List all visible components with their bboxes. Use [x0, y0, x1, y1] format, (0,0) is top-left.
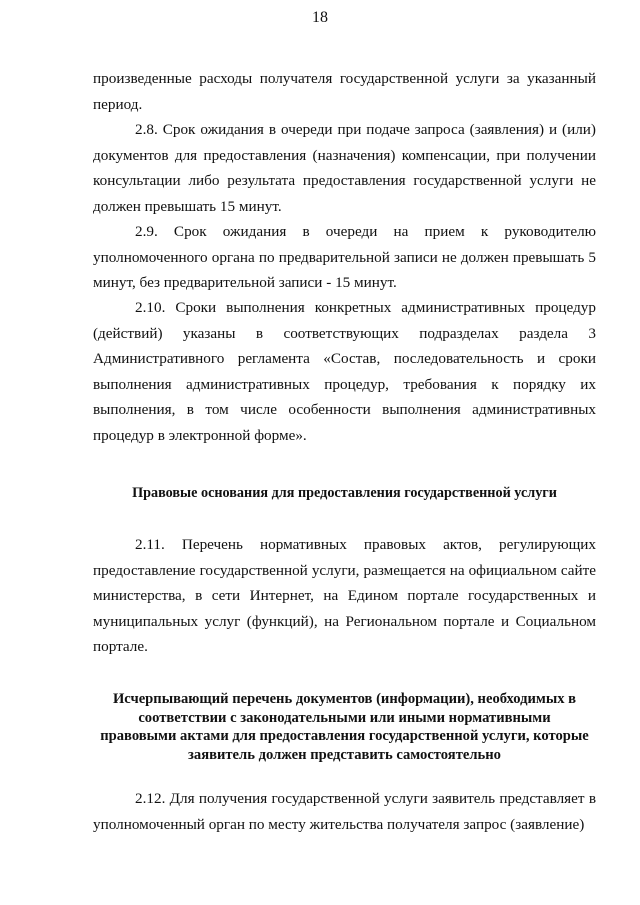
paragraph-2-8: 2.8. Срок ожидания в очереди при подаче запроса (заявления) и (или) документов для предоставления (назначения) компенсации, при получении консультации либо результата предоставления государственной услуги не должен превышать 15 минут. — [93, 121, 596, 215]
section-heading-documents-list: Исчерпывающий перечень документов (информации), необходимых в соответствии с законодательными или иными нормативными правовыми актами для предоставления государственной услуги, которые заявитель должен представить самостоятельно — [100, 691, 589, 763]
paragraph-2-12: 2.12. Для получения государственной услуги заявитель представляет в уполномоченный орган по месту жительства получателя запрос (заявление) — [93, 790, 596, 833]
paragraph-continuation: произведенные расходы получателя государственной услуги за указанный период. — [93, 70, 596, 113]
section-heading-legal-basis: Правовые основания для предоставления государственной услуги — [132, 485, 557, 501]
paragraph-2-11: 2.11. Перечень нормативных правовых актов, регулирующих предоставление государственной услуги, размещается на официальном сайте министерства, в сети Интернет, на Едином портале государственных и муниципальных услуг (функций), на Региональном портале и Социальном портале. — [93, 536, 596, 655]
paragraph-2-10: 2.10. Сроки выполнения конкретных административных процедур (действий) указаны в соответствующих подразделах раздела 3 Административного регламента «Состав, последовательность и сроки выполнения административных процедур, требования к порядку их выполнения, в том числе особенности выполнения административных процедур в электронной форме». — [93, 299, 596, 444]
page-number: 18 — [312, 9, 328, 26]
paragraph-2-9: 2.9. Срок ожидания в очереди на прием к руководителю уполномоченного органа по предварительной записи не должен превышать 5 минут, без предварительной записи - 15 минут. — [93, 223, 596, 291]
